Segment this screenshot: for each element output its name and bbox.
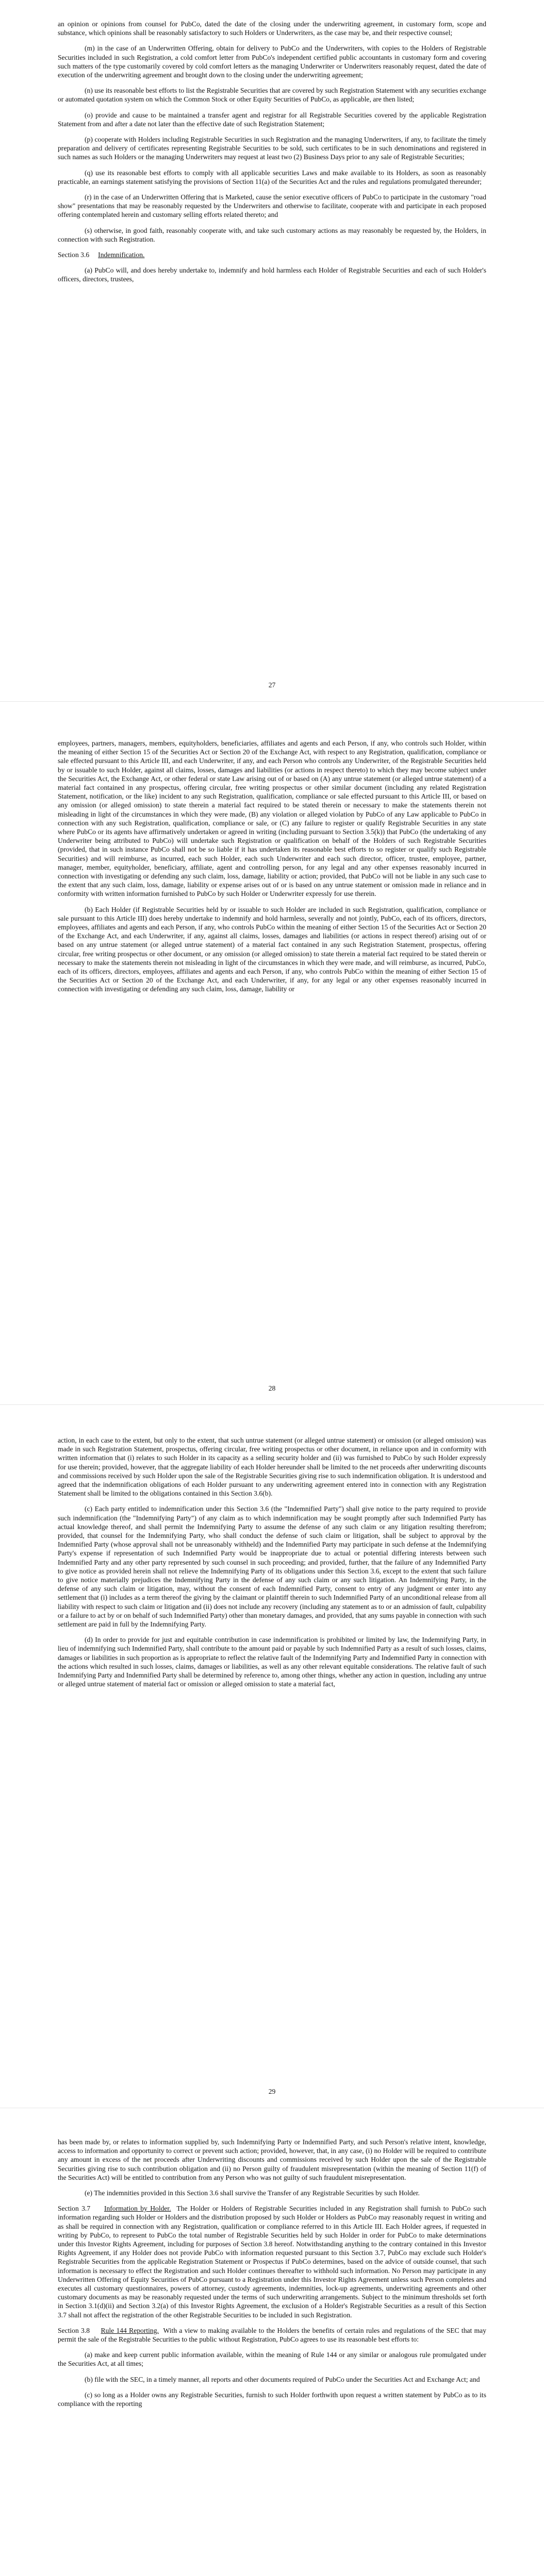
paragraph: (n) use its reasonable best efforts to list the Registrable Securities that are covered by such Registration Statement with any securities exchange or automated quotation system on which the Common Stock or other Equity Securities of PubCo, as applicable, are then listed; — [58, 87, 486, 104]
paragraph: (o) provide and cause to be maintained a transfer agent and registrar for all Registrable Securities covered by the applicable Registration Statement from and after a date not later than the effective date of such Registration Statement; — [58, 111, 486, 128]
page-number: 28 — [268, 1384, 276, 1392]
section-paragraph — [58, 2204, 486, 2319]
paragraph: employees, partners, managers, members, equityholders, beneficiaries, affiliates and agents and each Person, if any, who controls such Holder, within the meaning of either Section 15 of the Securities Act or Section 20 of the Exchange Act, with respect to any Registration, qualification, compliance or sale effected pursuant to this Article III, and each Underwriter, if any, and each Person who controls any Underwriter, of the Registrable Securities held by or issuable to such Holder, against all claims, losses, damages and liabilities (or actions in respect thereto) to which they may become subject under the Securities Act, the Exchange Act, or other federal or state Law arising out of or based on (A) any untrue statement (or alleged untrue statement) of a material fact contained in any prospectus, offering circular, free writing prospectus or other similar document (including any related Registration Statement, notification, or the like) incident to any such Registration, qualification, compliance or sale effected pursuant to this Article III, or based on any omission (or alleged omission) to state therein a material fact required to be stated therein or necessary to make the statements therein not misleading in light of the circumstances in which they were made, (B) any violation or alleged violation by PubCo of any Law applicable to PubCo in connection with any such Registration, qualification, compliance or sale, or (C) any failure to register or qualify Registrable Securities in any state where PubCo or its agents have affirmatively undertaken or agreed in writing (including pursuant to Section 3.5(k)) that PubCo (the undertaking of any Underwriter being attributed to PubCo) will undertake such Registration or qualification on behalf of the Holders of such Registrable Securities (provided, that in such instance PubCo shall not be so liable if it has undertaken its reasonable best efforts to so register or qualify such Registrable Securities) and will reimburse, as incurred, each such Holder, each such Underwriter and each such director, officer, trustee, employee, partner, manager, member, equityholder, beneficiary, affiliate, agent and controlling person, for any legal and any other expenses reasonably incurred in connection with investigating or defending any such claim, loss, damage, liability or action; provided, that PubCo will not be liable in any such case to the extent that any such claim, loss, damage, liability or expense arises out of or is based on any untrue statement or omission made in reliance and in conformity with written information furnished to PubCo by such Holder or Underwriter expressly for use therein. — [58, 739, 486, 898]
paragraph: an opinion or opinions from counsel for PubCo, dated the date of the closing under the underwriting agreement, in customary form, scope and substance, which opinions shall be reasonably satisfactory to such Holders or Underwriters, as the case may be, and their respective counsel; — [58, 20, 486, 37]
paragraph: (e) The indemnities provided in this Section 3.6 shall survive the Transfer of any Registrable Securities by such Holder. — [85, 2189, 420, 2197]
paragraph: (c) so long as a Holder owns any Registrable Securities, furnish to such Holder forthwith upon request a written statement by PubCo as to its compliance with the reporting — [58, 2391, 486, 2408]
section-title: Rule 144 Reporting. — [101, 2326, 159, 2334]
paragraph: (s) otherwise, in good faith, reasonably cooperate with, and take such customary actions as may reasonably be requested by, the Holders, in connection with such Registration. — [58, 226, 486, 243]
page-number: 29 — [268, 2088, 276, 2095]
section-title: Indemnification. — [98, 251, 145, 259]
paragraph: has been made by, or relates to information supplied by, such Indemnifying Party or Indemnified Party, and such Person's relative intent, knowledge, access to information and opportunity to correct or prevent such action; provided, however, that, in any case, (i) no Holder will be required to contribute any amount in excess of the net proceeds after Underwriting discounts and commissions received by such Holder upon the sale of the Registrable Securities giving rise to such contribution obligation and (ii) no Person guilty of fraudulent misrepresentation (within the meaning of Section 11(f) of the Securities Act) will be entitled to contribution from any Person who was not guilty of such fraudulent misrepresentation. — [58, 2138, 486, 2181]
section-text: The Holder or Holders of Registrable Securities included in any Registration shall furnish to PubCo such information regarding such Holder or Holders and the distribution proposed by such Holder or Holders as PubCo may reasonably request in writing and as shall be required in connection with any Registration, qualification or compliance referred to in this Article III. Each Holder agrees, if requested in writing by PubCo, to represent to PubCo the total number of Registrable Securities held by such Holder in order for PubCo to make determinations under this Investor Rights Agreement, including for purposes of Section 3.8 hereof. Notwithstanding anything to the contrary contained in this Investor Rights Agreement, if any Holder does not provide PubCo with information requested pursuant to this Section 3.7, PubCo may exclude such Holder's Registrable Securities from the applicable Registration Statement or Prospectus if PubCo determines, based on the advice of outside counsel, that such information is necessary to effect the Registration and such Holder continues thereafter to withhold such information. No Person may participate in any Underwritten Offering of Equity Securities of PubCo pursuant to a Registration under this Investor Rights Agreement unless such Person completes and executes all customary questionnaires, powers of attorney, custody agreements, indemnities, lock-up agreements, underwriting agreements and other customary documents as may be reasonably requested under the terms of such underwriting arrangements. Subject to the minimum thresholds set forth in Section 3.1(d)(ii) and Section 3.2(a) of this Investor Rights Agreement, the exclusion of a Holder's Registrable Securities as a result of this Section 3.7 shall not affect the registration of the other Registrable Securities to be included in such Registration. — [58, 2205, 487, 2319]
section-number: Section 3.8 — [58, 2326, 90, 2334]
paragraph: (r) in the case of an Underwritten Offering that is Marketed, cause the senior executive officers of PubCo to participate in the customary "road show" presentations that may be reasonably requested by the Underwriters and otherwise to facilitate, cooperate with and participate in each proposed offering contemplated herein and customary selling efforts related thereto; and — [58, 193, 486, 219]
paragraph: (c) Each party entitled to indemnification under this Section 3.6 (the "Indemnified Party") shall give notice to the party required to provide such indemnification (the "Indemnifying Party") of any claim as to which indemnification may be sought promptly after such Indemnified Party has actual knowledge thereof, and shall permit the Indemnifying Party to assume the defense of any such claim or any litigation resulting therefrom; provided, that counsel for the Indemnifying Party, who shall conduct the defense of such claim or litigation, shall be subject to approval by the Indemnified Party (whose approval shall not be unreasonably withheld) and the Indemnified Party may participate in such defense at the Indemnifying Party's expense if representation of such Indemnified Party would be inappropriate due to actual or potential differing interests between such Indemnified Party and any other party represented by such counsel in such proceeding; and provided, further, that the failure of any Indemnified Party to give notice as provided herein shall not relieve the Indemnifying Party of its obligations under this Section 3.6, except to the extent that such failure to give notice materially prejudices the Indemnifying Party in the defense of any such claim or any such litigation. An Indemnifying Party, in the defense of any such claim or litigation, may, without the consent of each Indemnified Party, consent to entry of any judgment or enter into any settlement that (i) includes as a term thereof the giving by the claimant or plaintiff therein to such Indemnified Party of an unconditional release from all liability with respect to such claim or litigation and (ii) does not include any recovery (including any statement as to or an admission of fault, culpability or a failure to act by or on behalf of such Indemnified Party) other than monetary damages, and provided, that any sums payable in connection with such settlement are paid in full by the Indemnifying Party. — [58, 1505, 486, 1629]
document-page-30 — [0, 2108, 544, 2576]
section-title: Information by Holder. — [104, 2205, 171, 2213]
page-number: 27 — [268, 681, 276, 689]
page-body — [58, 20, 486, 291]
section-paragraph — [58, 2326, 486, 2344]
paragraph: (d) In order to provide for just and equitable contribution in case indemnification is prohibited or limited by law, the Indemnifying Party, in lieu of indemnifying such Indemnified Party, shall contribute to the amount paid or payable by such Indemnified Party as a result of such losses, claims, damages or liabilities in such proportion as is appropriate to reflect the relative fault of the Indemnifying Party and Indemnified Party in connection with the actions which resulted in such losses, claims, damages or liabilities, as well as any other relevant equitable considerations. The relative fault of such Indemnifying Party and Indemnified Party shall be determined by reference to, among other things, whether any action in question, including any untrue or alleged untrue statement of material fact or omission or alleged omission to state a material fact, — [58, 1636, 486, 1688]
document-page-29 — [0, 1405, 544, 2108]
page-body — [58, 739, 486, 1001]
paragraph: (a) make and keep current public information available, within the meaning of Rule 144 or any similar or analogous rule promulgated under the Securities Act, at all times; — [58, 2351, 486, 2368]
section-text: With a view to making available to the Holders the benefits of certain rules and regulations of the SEC that may permit the sale of the Registrable Securities to the public without Registration, PubCo agrees to use its reasonable best efforts to: — [58, 2326, 486, 2344]
page-body — [58, 2138, 486, 2415]
section-number: Section 3.6 — [58, 251, 90, 259]
page-body — [58, 1436, 486, 1695]
paragraph: (m) in the case of an Underwritten Offering, obtain for delivery to PubCo and the Underwriters, with copies to the Holders of Registrable Securities included in such Registration, a cold comfort letter from PubCo's independent certified public accountants in customary form and covering such matters of the type customarily covered by cold comfort letters as the managing Underwriter or Underwriters reasonably request, dated the date of execution of the underwriting agreement and brought down to the closing under the underwriting agreement; — [58, 44, 486, 79]
section-heading — [58, 250, 486, 259]
paragraph: (a) PubCo will, and does hereby undertake to, indemnify and hold harmless each Holder of Registrable Securities and each of such Holder's officers, directors, trustees, — [58, 266, 486, 283]
paragraph: (p) cooperate with Holders including Registrable Securities in such Registration and the managing Underwriters, if any, to facilitate the timely preparation and delivery of certificates representing Registrable Securities to be sold, such certificates to be in such denominations and registered in such names as such Holders or the managing Underwriters may request at least two (2) Business Days prior to any sale of Registrable Securities; — [58, 135, 486, 161]
document-page-28 — [0, 702, 544, 1405]
paragraph: (q) use its reasonable best efforts to comply with all applicable securities Laws and make available to its Holders, as soon as reasonably practicable, an earnings statement satisfying the provisions of Section 11(a) of the Securities Act and the rules and regulations promulgated thereunder; — [58, 168, 486, 185]
paragraph: (b) file with the SEC, in a timely manner, all reports and other documents required of PubCo under the Securities Act and Exchange Act; and — [85, 2375, 480, 2383]
paragraph: (b) Each Holder (if Registrable Securities held by or issuable to such Holder are included in such Registration, qualification, compliance or sale pursuant to this Article III) does hereby undertake to indemnify and hold harmless, severally and not jointly, PubCo, each of its officers, directors, employees, affiliates and agents and each Person, if any, who controls PubCo within the meaning of either Section 15 of the Securities Act or Section 20 of the Exchange Act, and each Underwriter, if any, against all claims, losses, damages and liabilities (or actions in respect thereof) arising out of or based on any untrue statement (or alleged untrue statement) of a material fact contained in any such Registration Statement, prospectus, offering circular, free writing prospectus or other document, or any omission (or alleged omission) to state therein a material fact required to be stated therein or necessary to make the statements therein not misleading in light of the circumstances in which they were made, and will reimburse, as incurred, PubCo, each of its officers, directors, employees, affiliates and agents and each Person, if any, who controls PubCo within the meaning of either Section 15 of the Securities Act or Section 20 of the Exchange Act, and each Underwriter, if any, for any legal or any other expenses reasonably incurred in connection with investigating or defending any such claim, loss, damage, liability or — [58, 905, 486, 993]
document-page-27 — [0, 0, 544, 702]
section-number: Section 3.7 — [58, 2205, 91, 2213]
paragraph: action, in each case to the extent, but only to the extent, that such untrue statement (or alleged untrue statement) or omission (or alleged omission) was made in such Registration Statement, prospectus, offering circular, free writing prospectus or other document, in reliance upon and in conformity with written information that (i) relates to such Holder in its capacity as a selling security holder and (ii) was furnished to PubCo by such Holder expressly for use therein; provided, however, that the aggregate liability of each Holder hereunder shall be limited to the net proceeds after underwriting discounts and commissions received by such Holder upon the sale of the Registrable Securities giving rise to such indemnification obligation. It is understood and agreed that the indemnification obligations of each Holder pursuant to any underwriting agreement entered into in connection with any Registration Statement shall be limited to the obligations contained in this Section 3.6(b). — [58, 1436, 486, 1498]
